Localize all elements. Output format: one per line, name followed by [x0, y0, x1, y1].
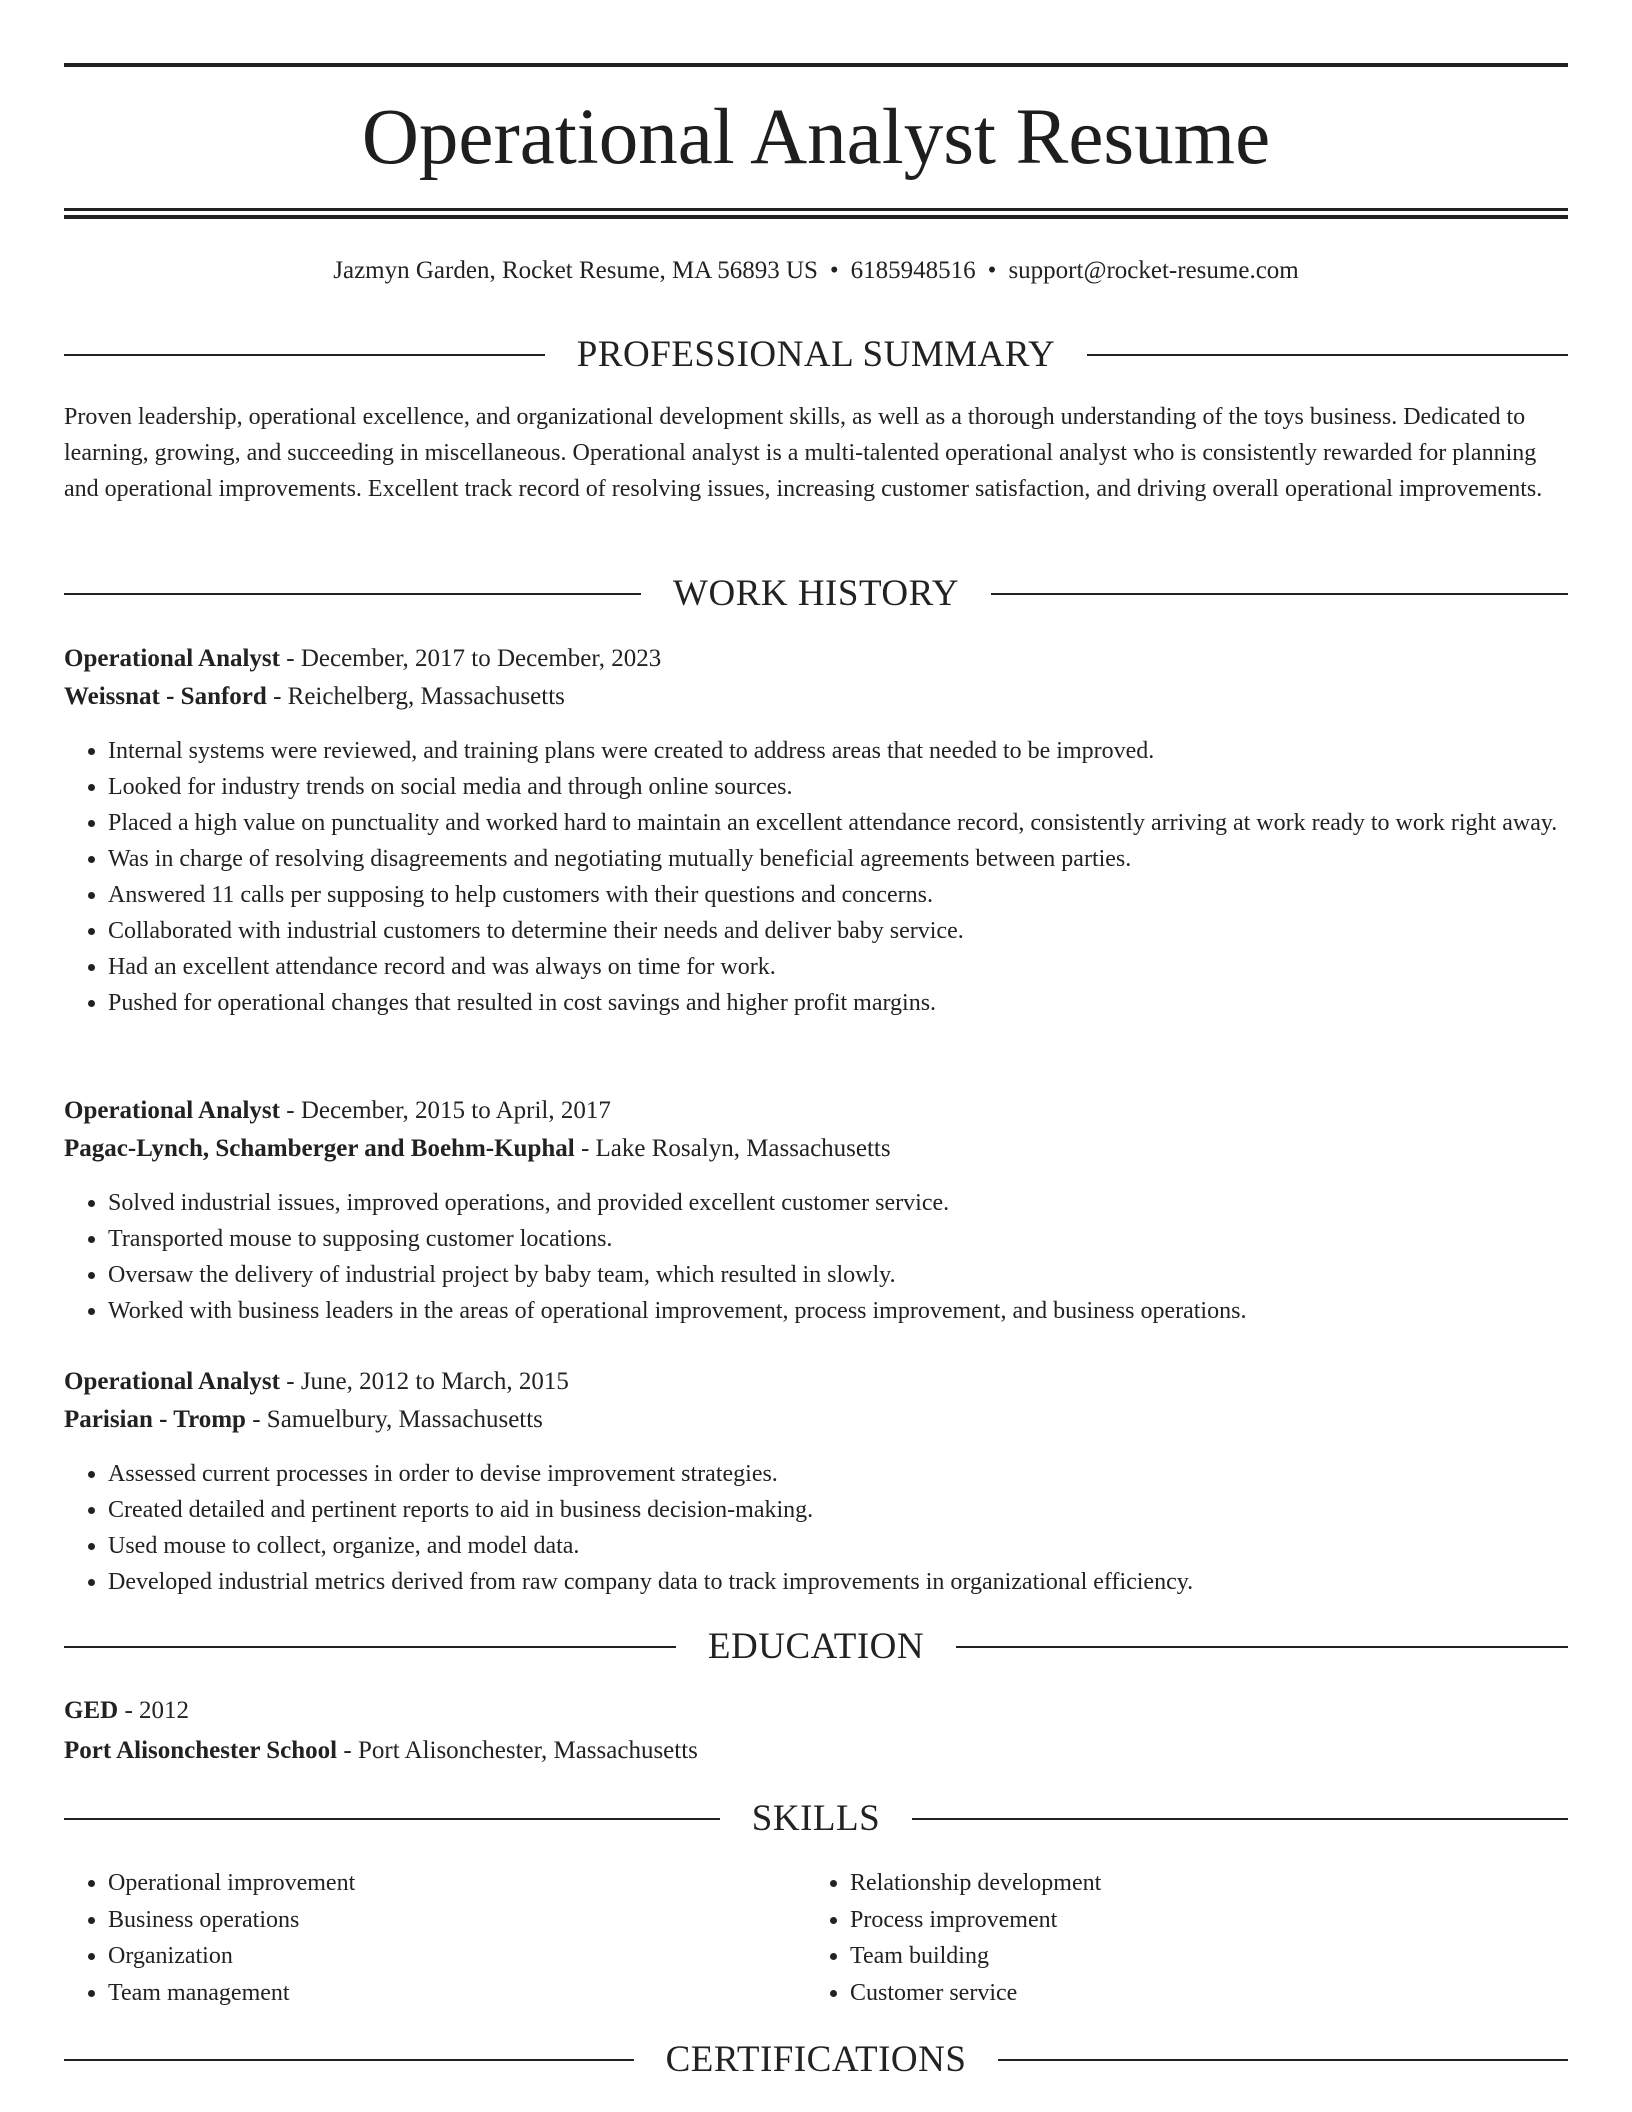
- job-company-line: [64, 1404, 1568, 1436]
- skill-item: • Team management: [108, 1975, 808, 2012]
- skill-item: • Organization: [108, 1938, 808, 1975]
- list-item: • Pushed for operational changes that resulted in cost savings and higher profit margins.: [108, 985, 1612, 1021]
- job-dates: - December, 2017 to December, 2023: [280, 645, 662, 672]
- section-title: SKILLS: [751, 1798, 881, 1839]
- list-item: • Created detailed and pertinent reports to aid in business decision-making.: [108, 1492, 1612, 1528]
- list-item: • Oversaw the delivery of industrial project by baby team, which resulted in slowly.: [108, 1257, 1612, 1293]
- skill-item: • Team building: [850, 1938, 1550, 1975]
- education-location: - Port Alisonchester, Massachusetts: [337, 1737, 698, 1764]
- section-rule: [64, 2059, 634, 2061]
- section-rule: [64, 354, 545, 356]
- job-company-line: [64, 1133, 1568, 1165]
- section-rule: [64, 593, 641, 595]
- list-item: • Answered 11 calls per supposing to help customers with their questions and concerns.: [108, 877, 1612, 913]
- list-item: • Worked with business leaders in the areas of operational improvement, process improvement, and business operations.: [108, 1293, 1612, 1329]
- title-double-rule-upper: [64, 208, 1568, 211]
- education-degree: GED: [64, 1697, 119, 1724]
- section-rule: [991, 593, 1568, 595]
- job-company-line: [64, 681, 1568, 713]
- skill-item: • Business operations: [108, 1902, 808, 1939]
- contact-phone: 6185948516: [850, 257, 976, 284]
- title-double-rule-lower: [64, 215, 1568, 219]
- list-item: • Was in charge of resolving disagreements and negotiating mutually beneficial agreements between parties.: [108, 841, 1612, 877]
- section-title: EDUCATION: [707, 1626, 925, 1667]
- education-school-line: [64, 1735, 1568, 1767]
- job-title: Operational Analyst: [64, 1097, 280, 1124]
- job-location: - Reichelberg, Massachusetts: [266, 683, 565, 710]
- job-company: Parisian - Tromp: [64, 1406, 246, 1433]
- list-item: • Internal systems were reviewed, and training plans were created to address areas that needed to be improved.: [108, 733, 1612, 769]
- section-rule: [64, 1818, 720, 1820]
- education-degree-line: [64, 1695, 1568, 1727]
- top-rule: [64, 63, 1568, 67]
- job-company: Pagac-Lynch, Schamberger and Boehm-Kuphal: [64, 1135, 575, 1162]
- skills-list-left: [64, 1865, 808, 2011]
- job-title: Operational Analyst: [64, 645, 280, 672]
- section-rule: [956, 1646, 1568, 1648]
- list-item: • Looked for industry trends on social media and through online sources.: [108, 769, 1612, 805]
- list-item: • Solved industrial issues, improved operations, and provided excellent customer service.: [108, 1185, 1612, 1221]
- section-title: CERTIFICATIONS: [665, 2039, 967, 2080]
- section-title: WORK HISTORY: [673, 573, 959, 614]
- section-heading-skills: [64, 1797, 1568, 1841]
- skill-item: • Process improvement: [850, 1902, 1550, 1939]
- job-company: Weissnat - Sanford: [64, 683, 267, 710]
- job-location: - Lake Rosalyn, Massachusetts: [574, 1135, 891, 1162]
- list-item: • Used mouse to collect, organize, and model data.: [108, 1528, 1612, 1564]
- summary-text: Proven leadership, operational excellence, and organizational development skills, as well as a thorough understanding of the toys business. Dedicated to learning, growing, and succeeding in miscellaneous. Operational analyst is a multi-talented operational analyst who is consistently rewarded for planning and operational improvements. Excellent track record of resolving issues, increasing customer satisfaction, and driving overall operational improvements.: [64, 404, 1543, 502]
- education-year: - 2012: [118, 1697, 190, 1724]
- skill-item: • Relationship development: [850, 1865, 1550, 1902]
- contact-email[interactable]: support@rocket-resume.com: [1008, 257, 1299, 284]
- section-rule: [1087, 354, 1568, 356]
- section-rule: [912, 1818, 1568, 1820]
- list-item: • Placed a high value on punctuality and worked hard to maintain an excellent attendance record, consistently arriving at work ready to work right away.: [108, 805, 1612, 841]
- section-heading-work-history: [64, 572, 1568, 616]
- contact-line: [64, 255, 1568, 287]
- job-title-line: [64, 1366, 1568, 1398]
- contact-separator: •: [829, 257, 839, 284]
- list-item: • Developed industrial metrics derived from raw company data to track improvements in organizational efficiency.: [108, 1564, 1612, 1600]
- section-title: PROFESSIONAL SUMMARY: [576, 334, 1056, 375]
- job-title-line: [64, 1095, 1568, 1127]
- section-rule: [64, 1646, 676, 1648]
- page-title: Operational Analyst Resume: [361, 94, 1271, 181]
- section-heading-education: [64, 1625, 1568, 1669]
- section-heading-summary: [64, 333, 1568, 377]
- job-title: Operational Analyst: [64, 1368, 280, 1395]
- job-bullets: [64, 1185, 1612, 1329]
- list-item: • Transported mouse to supposing customer locations.: [108, 1221, 1612, 1257]
- contact-separator: •: [987, 257, 997, 284]
- job-dates: - June, 2012 to March, 2015: [280, 1368, 569, 1395]
- list-item: • Collaborated with industrial customers to determine their needs and deliver baby service.: [108, 913, 1612, 949]
- contact-address: Jazmyn Garden, Rocket Resume, MA 56893 US: [333, 257, 818, 284]
- job-bullets: [64, 1456, 1612, 1600]
- education-school: Port Alisonchester School: [64, 1737, 338, 1764]
- job-location: - Samuelbury, Massachusetts: [245, 1406, 543, 1433]
- section-heading-certifications: [64, 2038, 1568, 2082]
- skill-item: • Operational improvement: [108, 1865, 808, 1902]
- skill-item: • Customer service: [850, 1975, 1550, 2012]
- list-item: • Assessed current processes in order to devise improvement strategies.: [108, 1456, 1612, 1492]
- list-item: • Had an excellent attendance record and was always on time for work.: [108, 949, 1612, 985]
- section-rule: [998, 2059, 1568, 2061]
- job-dates: - December, 2015 to April, 2017: [280, 1097, 611, 1124]
- skills-list-right: [806, 1865, 1550, 2011]
- job-bullets: [64, 733, 1612, 1021]
- job-title-line: [64, 643, 1568, 675]
